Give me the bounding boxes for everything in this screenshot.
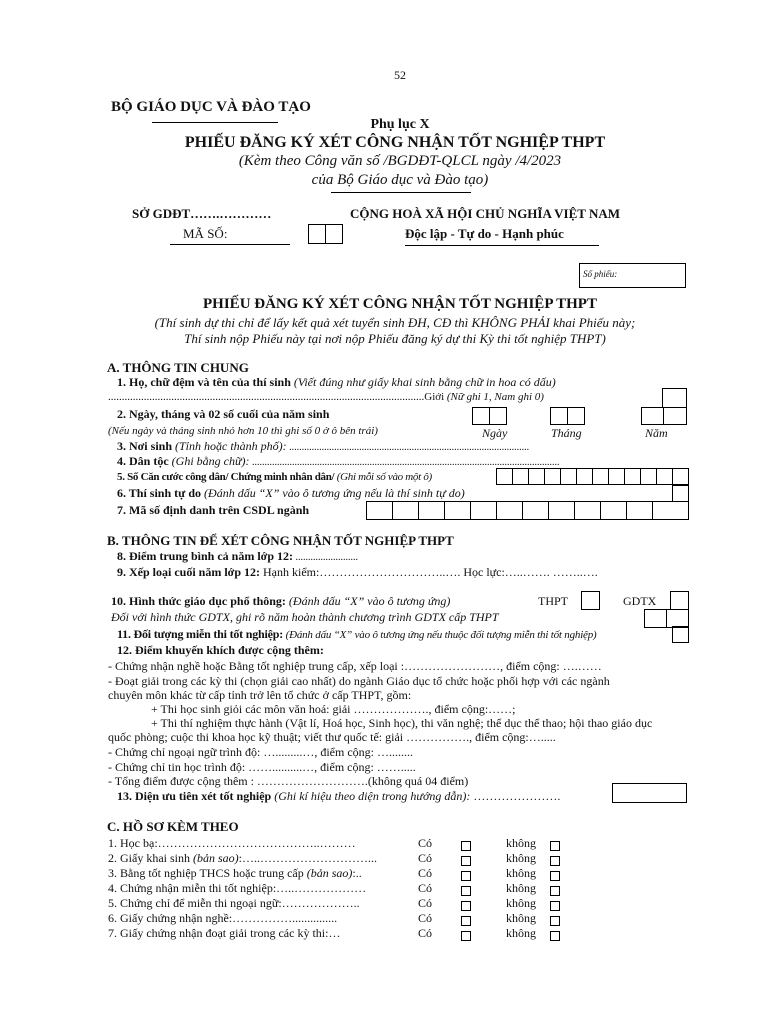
identifier-box[interactable] bbox=[626, 501, 653, 520]
attachment-label: 7. Giấy chứng nhận đoạt giải trong các kỳ thi:… bbox=[108, 926, 341, 940]
yes-label: Có bbox=[418, 896, 433, 910]
identifier-box[interactable] bbox=[548, 501, 575, 520]
bonus-line-2: - Đoạt giải trong các kỳ thi (chọn giải cao nhất) do ngành Giáo dục tổ chức hoặc phối hợp với các ngành bbox=[108, 674, 610, 688]
yes-label: Có bbox=[418, 866, 433, 880]
month-label: Tháng bbox=[551, 426, 582, 440]
identifier-box[interactable] bbox=[366, 501, 393, 520]
ma-so-box-2[interactable] bbox=[325, 224, 343, 244]
identifier-box[interactable] bbox=[470, 501, 497, 520]
id-box[interactable] bbox=[624, 468, 641, 485]
yes-label: Có bbox=[418, 911, 433, 925]
republic-name: CỘNG HOÀ XÃ HỘI CHỦ NGHĨA VIỆT NAM bbox=[350, 206, 621, 221]
q9-line: 9. Xếp loại cuối năm lớp 12: Hạnh kiểm:…………………………..…. Học lực:…..……. ……..…. bbox=[117, 565, 598, 579]
q3-line: 3. Nơi sinh (Tỉnh hoặc thành phố): ................................................................................................ bbox=[117, 439, 530, 453]
day-box-2[interactable] bbox=[489, 407, 507, 425]
no-label: không bbox=[506, 911, 536, 925]
q6-line: 6. Thí sinh tự do (Đánh dấu “X” vào ô tương ứng nếu là thí sinh tự do) bbox=[117, 486, 465, 500]
q11-line: 11. Đối tượng miễn thi tốt nghiệp: (Đánh dấu “X” vào ô tương ứng nếu thuộc đối tượng miễn thi tốt nghiệp) bbox=[117, 627, 597, 641]
no-label: không bbox=[506, 866, 536, 880]
q5-line: 5. Số Căn cước công dân/ Chứng minh nhân dân/ (Ghi mỗi số vào một ô) bbox=[117, 471, 432, 483]
id-box[interactable] bbox=[496, 468, 513, 485]
attachment-label: 5. Chứng chỉ để miễn thi ngoại ngữ:……………….. bbox=[108, 896, 360, 910]
note-line-1: (Thí sinh dự thi chỉ để lấy kết quả xét tuyển sinh ĐH, CĐ thì KHÔNG PHẢI khai Phiếu này; bbox=[154, 315, 636, 330]
free-candidate-box[interactable] bbox=[672, 485, 689, 502]
id-box[interactable] bbox=[512, 468, 529, 485]
q10-note: Đối với hình thức GDTX, ghi rõ năm hoàn thành chương trình GDTX cấp THPT bbox=[111, 610, 499, 624]
id-box[interactable] bbox=[544, 468, 561, 485]
bonus-line-5: + Thi thí nghiệm thực hành (Vật lí, Hoá học, Sinh học), thi văn nghệ; thể dục thể thao; hội thao giáo dục bbox=[151, 716, 653, 730]
yes-label: Có bbox=[418, 881, 433, 895]
ma-so-underline bbox=[170, 244, 290, 245]
q13-line: 13. Diện ưu tiên xét tốt nghiệp (Ghi kí hiệu theo diện trong hướng dẫn): …………………. bbox=[117, 789, 561, 803]
section-a-heading: A. THÔNG TIN CHUNG bbox=[107, 360, 249, 375]
thpt-label: THPT bbox=[538, 594, 568, 608]
bonus-line-7: - Chứng chỉ ngoại ngữ trình độ: ….........…, điểm cộng: …........ bbox=[108, 745, 413, 759]
id-box[interactable] bbox=[592, 468, 609, 485]
so-phieu-box[interactable] bbox=[579, 263, 686, 288]
main-title: PHIẾU ĐĂNG KÝ XÉT CÔNG NHẬN TỐT NGHIỆP THPT bbox=[203, 296, 597, 312]
month-box-2[interactable] bbox=[567, 407, 585, 425]
note-line-2: Thí sinh nộp Phiếu này tại nơi nộp Phiếu đăng ký dự thi Kỳ thi tốt nghiệp THPT) bbox=[184, 331, 606, 346]
appendix-label: Phụ lục X bbox=[370, 117, 430, 132]
attachment-label: 4. Chứng nhận miễn thi tốt nghiệp:…..……………… bbox=[108, 881, 367, 895]
id-box[interactable] bbox=[528, 468, 545, 485]
no-label: không bbox=[506, 881, 536, 895]
yes-label: Có bbox=[418, 836, 433, 850]
national-motto: Độc lập - Tự do - Hạnh phúc bbox=[405, 226, 564, 241]
q1-name-dots: ...................................................................................................................Giới (Nữ ghi 1, Nam ghi 0) bbox=[108, 391, 544, 403]
priority-box[interactable] bbox=[612, 783, 687, 803]
gdtx-year-box-1[interactable] bbox=[644, 609, 667, 628]
day-box-1[interactable] bbox=[472, 407, 490, 425]
yes-label: Có bbox=[418, 851, 433, 865]
bonus-line-1: - Chứng nhận nghề hoặc Bằng tốt nghiệp trung cấp, xếp loại :……………………, điểm cộng: ….…… bbox=[108, 659, 602, 673]
gdtx-box[interactable] bbox=[670, 591, 689, 610]
yes-label: Có bbox=[418, 926, 433, 940]
bonus-line-3: chuyên môn khác từ cấp tỉnh trở lên tổ chức ở cấp THPT, gồm: bbox=[108, 688, 412, 702]
ma-so-label: MÃ SỐ: bbox=[183, 226, 228, 241]
year-box-2[interactable] bbox=[663, 407, 687, 425]
q8-line: 8. Điểm trung bình cả năm lớp 12: ......................... bbox=[117, 549, 358, 563]
identifier-box[interactable] bbox=[574, 501, 601, 520]
q2-note: (Nếu ngày và tháng sinh nhỏ hơn 10 thì ghi số 0 ở ô bên trái) bbox=[108, 425, 378, 437]
year-box-1[interactable] bbox=[641, 407, 664, 425]
id-box[interactable] bbox=[640, 468, 657, 485]
day-label: Ngày bbox=[482, 426, 508, 440]
no-label: không bbox=[506, 836, 536, 850]
month-box-1[interactable] bbox=[550, 407, 568, 425]
id-box[interactable] bbox=[672, 468, 689, 485]
identifier-box[interactable] bbox=[600, 501, 627, 520]
q7-label: 7. Mã số định danh trên CSDL ngành bbox=[117, 503, 310, 517]
exempt-box[interactable] bbox=[672, 626, 689, 643]
motto-underline bbox=[405, 245, 599, 246]
gdtx-label: GDTX bbox=[623, 594, 657, 608]
q4-line: 4. Dân tộc (Ghi bằng chữ): ........................................................................................................................... bbox=[117, 454, 560, 468]
attach-line-2: của Bộ Giáo dục và Đào tạo) bbox=[311, 172, 489, 188]
yes-checkbox[interactable] bbox=[461, 928, 471, 946]
no-label: không bbox=[506, 851, 536, 865]
id-box[interactable] bbox=[608, 468, 625, 485]
id-box[interactable] bbox=[656, 468, 673, 485]
no-label: không bbox=[506, 896, 536, 910]
attachment-label: 6. Giấy chứng nhận nghề:……………............... bbox=[108, 911, 338, 925]
no-checkbox[interactable] bbox=[550, 928, 560, 946]
identifier-box[interactable] bbox=[522, 501, 549, 520]
attachment-label: 3. Bằng tốt nghiệp THCS hoặc trung cấp (bản sao):.. bbox=[108, 866, 362, 880]
id-box[interactable] bbox=[560, 468, 577, 485]
form-title: PHIẾU ĐĂNG KÝ XÉT CÔNG NHẬN TỐT NGHIỆP THPT bbox=[184, 134, 606, 151]
id-box[interactable] bbox=[576, 468, 593, 485]
q2-label: 2. Ngày, tháng và 02 số cuối của năm sinh bbox=[117, 407, 330, 421]
identifier-box[interactable] bbox=[444, 501, 471, 520]
identifier-box[interactable] bbox=[496, 501, 523, 520]
section-b-heading: B. THÔNG TIN ĐỂ XÉT CÔNG NHẬN TỐT NGHIỆP THPT bbox=[107, 533, 454, 548]
so-gddt: SỞ GDĐT…….………… bbox=[132, 206, 272, 221]
page-number: 52 bbox=[394, 68, 406, 82]
year-label: Năm bbox=[645, 426, 668, 440]
identifier-box[interactable] bbox=[418, 501, 445, 520]
attachment-label: 1. Học bạ:…………………………………..……… bbox=[108, 836, 356, 850]
identifier-box[interactable] bbox=[652, 501, 689, 520]
bonus-line-6: quốc phòng; cuộc thi khoa học kỹ thuật; viết thư quốc tế: giải ……………., điểm cộng:…..... bbox=[108, 730, 556, 744]
attachment-label: 2. Giấy khai sinh (bản sao):…..………………………... bbox=[108, 851, 378, 865]
identifier-box[interactable] bbox=[392, 501, 419, 520]
gender-box[interactable] bbox=[662, 388, 687, 408]
q10-line: 10. Hình thức giáo dục phổ thông: (Đánh dấu “X” vào ô tương ứng) bbox=[111, 594, 451, 608]
thpt-box[interactable] bbox=[581, 591, 600, 610]
attach-underline bbox=[331, 192, 471, 193]
bonus-line-9: - Tổng điểm được cộng thêm : ……………………….(không quá 04 điểm) bbox=[108, 774, 469, 788]
so-phieu-label: Số phiếu: bbox=[583, 269, 618, 279]
bonus-line-4: + Thi học sinh giỏi các môn văn hoá: giải ………………., điểm cộng:……; bbox=[151, 702, 516, 716]
attach-line-1: (Kèm theo Công văn số /BGDĐT-QLCL ngày /4/2023 bbox=[238, 153, 562, 169]
section-c-heading: C. HỒ SƠ KÈM THEO bbox=[107, 819, 239, 834]
q12-label: 12. Điểm khuyến khích được cộng thêm: bbox=[117, 643, 324, 657]
ministry-name: BỘ GIÁO DỤC VÀ ĐÀO TẠO bbox=[111, 99, 311, 115]
ma-so-box-1[interactable] bbox=[308, 224, 326, 244]
q1-line: 1. Họ, chữ đệm và tên của thí sinh (Viết đúng như giấy khai sinh bằng chữ in hoa có dấu) bbox=[117, 375, 556, 389]
no-label: không bbox=[506, 926, 536, 940]
bonus-line-8: - Chứng chỉ tin học trình độ: ……..........…, điểm cộng: ……..... bbox=[108, 760, 416, 774]
